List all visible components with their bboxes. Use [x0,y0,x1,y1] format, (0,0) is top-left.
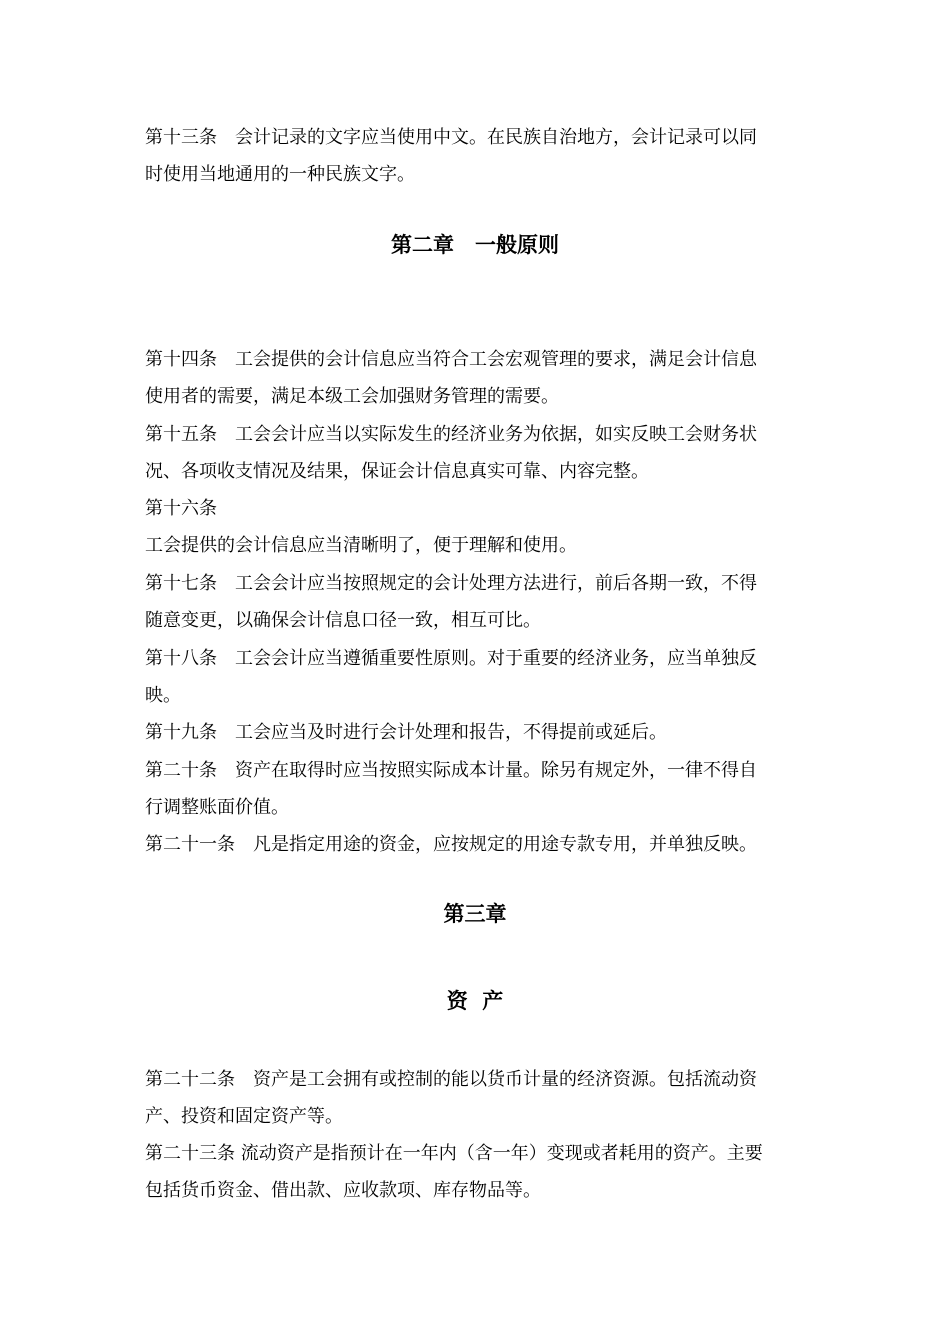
article-14-line-2: 使用者的需要，满足本级工会加强财务管理的需要。 [145,386,559,407]
article-21-line-1: 第二十一条 凡是指定用途的资金，应按规定的用途专款专用，并单独反映。 [145,834,757,855]
article-21 [145,826,810,863]
article-18-line-1: 第十八条 工会会计应当遵循重要性原则。对于重要的经济业务，应当单独反 [145,648,757,669]
article-19 [145,714,810,751]
article-17 [145,565,810,639]
article-16-line-1: 第十六条 [145,498,217,519]
article-20-line-1: 第二十条 资产在取得时应当按照实际成本计量。除另有规定外，一律不得自 [145,760,757,781]
article-14-line-1: 第十四条 工会提供的会计信息应当符合工会宏观管理的要求，满足会计信息 [145,349,757,370]
article-14 [145,341,810,415]
article-13-line-2: 时使用当地通用的一种民族文字。 [145,164,415,185]
article-23 [145,1135,810,1209]
article-18 [145,640,810,714]
article-23-line-2: 包括货币资金、借出款、应收款项、库存物品等。 [145,1180,541,1201]
article-22-line-1: 第二十二条 资产是工会拥有或控制的能以货币计量的经济资源。包括流动资 [145,1069,757,1090]
article-16-line-2: 工会提供的会计信息应当清晰明了，便于理解和使用。 [145,535,577,556]
article-15-line-1: 第十五条 工会会计应当以实际发生的经济业务为依据，如实反映工会财务状 [145,424,757,445]
article-15 [145,416,810,490]
chapter-3-subheading: 资 产 [446,988,504,1013]
article-22 [145,1061,810,1135]
article-19-line-1: 第十九条 工会应当及时进行会计处理和报告，不得提前或延后。 [145,722,667,743]
article-22-line-2: 产、投资和固定资产等。 [145,1106,343,1127]
article-17-line-1: 第十七条 工会会计应当按照规定的会计处理方法进行，前后各期一致，不得 [145,573,757,594]
article-13 [145,119,810,193]
article-15-line-2: 况、各项收支情况及结果，保证会计信息真实可靠、内容完整。 [145,461,649,482]
article-23-line-1: 第二十三条 流动资产是指预计在一年内（含一年）变现或者耗用的资产。主要 [145,1143,763,1164]
article-20 [145,752,810,826]
article-17-line-2: 随意变更，以确保会计信息口径一致，相互可比。 [145,610,541,631]
chapter-3-heading: 第三章 [443,901,507,926]
article-18-line-2: 映。 [145,685,181,706]
article-13-line-1: 第十三条 会计记录的文字应当使用中文。在民族自治地方，会计记录可以同 [145,127,757,148]
chapter-2-heading: 第二章 一般原则 [391,232,559,257]
article-16 [145,490,810,564]
article-20-line-2: 行调整账面价值。 [145,797,289,818]
